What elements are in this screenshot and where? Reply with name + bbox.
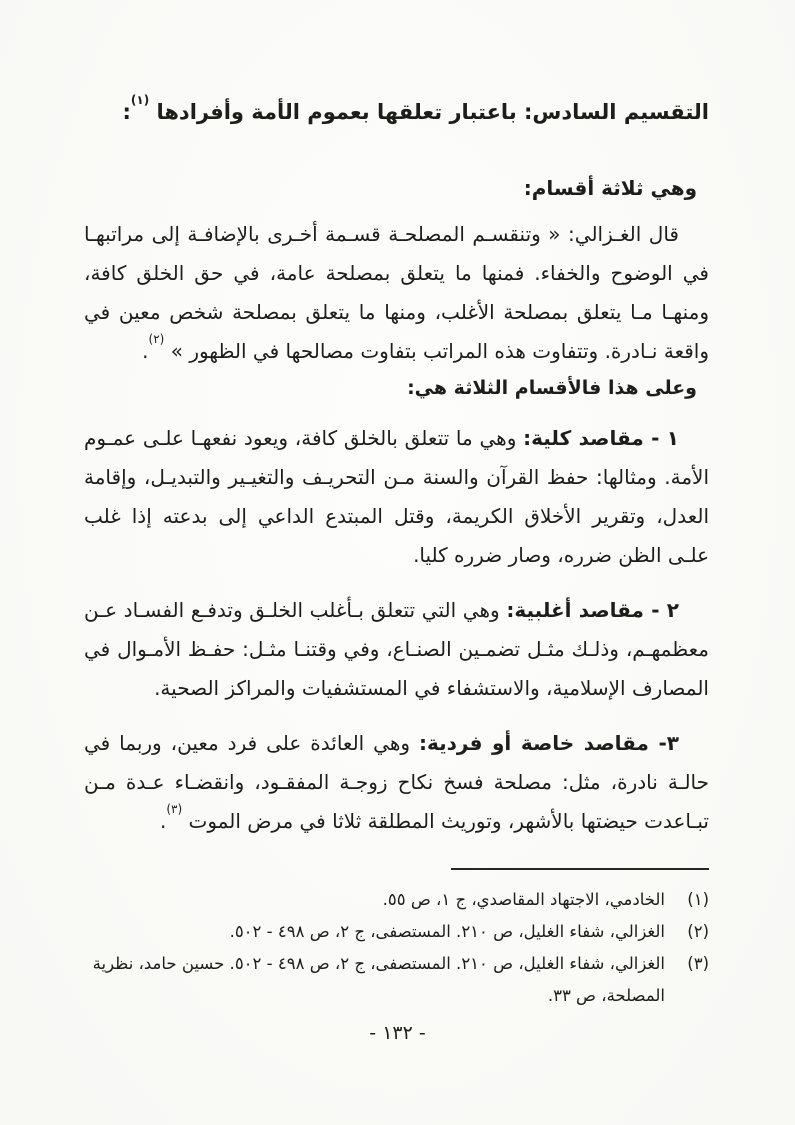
list-item-1 (84, 419, 709, 575)
ghazali-quote-paragraph (84, 215, 709, 371)
item-lead: ٣- مقاصد خاصة أو فردية: (419, 731, 680, 755)
list-item-3 (84, 724, 709, 841)
footnote-marker: (٢) (687, 922, 709, 941)
footnote-separator (451, 868, 709, 870)
footnote-text: الغزالي، شفاء الغليل، ص ٢١٠. المستصفى، ج ٢، ص ٤٩٨ - ٥٠٢. حسين حامد، نظرية المصلحة، ص ٣٣. (92, 954, 665, 1005)
section-title-text: التقسيم السادس: باعتبار تعلقها بعموم الأمة وأفرادها (156, 100, 709, 124)
page-number: - ١٣٢ - (369, 1022, 426, 1044)
quote-footnote-ref: (٢) (148, 332, 165, 347)
item-text: وهي العائدة على فرد معين، وربما في حالـة نادرة، مثل: مصلحة فسخ نكاح زوجـة المفقـود، وانقضـاء عـدة مـن تبـاعدت حيضتها بالأشهر، وتوريث المطلقة ثلاثا في مرض الموت (84, 731, 709, 833)
quote-terminal: . (142, 339, 149, 363)
item-terminal: . (159, 809, 167, 833)
section-title (84, 95, 709, 129)
footnote-1 (84, 884, 709, 916)
intro-heading: وهي ثلاثة أقسام: (523, 176, 697, 200)
list-item-2 (84, 591, 709, 708)
item-text: وهي التي تتعلق بـأغلب الخلـق وتدفـع الفسـاد عـن معظمهـم، وذلـك مثـل تضمـين الصنـاع، وفي وقتنـا مثـل: حفـظ الأمـوال في المصارف الإسلامية، والاستشفاء في المستشفيات والمراكز الصحية. (84, 598, 709, 700)
footnotes-section (84, 868, 709, 1012)
section-title-colon: : (122, 100, 131, 124)
item-lead: ١ - مقاصد كلية: (523, 426, 679, 450)
quote-text: قال الغـزالي: « وتنقسـم المصلحـة قسـمة أخـرى بالإضافـة إلى مراتبهـا في الوضوح والخفاء. فمنها ما يتعلق بمصلحة عامة، في حق الخلق كافة، ومنهـا مـا يتعلق بمصلحة الأغلب، ومنها ما يتعلق بمصلحة شخص معين في واقعة نـادرة. وتتفاوت هذه المراتب بتفاوت مصالحها في الظهور » (84, 222, 709, 363)
item-lead: ٢ - مقاصد أغلبية: (506, 598, 679, 622)
footnote-3 (84, 948, 709, 1012)
title-footnote-ref: (١) (130, 93, 150, 107)
item-footnote-ref: (٣) (166, 802, 183, 817)
footnote-marker: (٣) (687, 954, 709, 973)
footnote-2 (84, 916, 709, 948)
footnote-marker: (١) (687, 890, 709, 909)
list-heading: وعلى هذا فالأقسام الثلاثة هي: (407, 377, 697, 399)
item-text: وهي ما تتعلق بالخلق كافة، ويعود نفعهـا علـى عمـوم الأمة. ومثالها: حفظ القرآن والسنة مـن التحريـف والتغيـير والتبديـل، وإقامة العدل، وتقرير الأخلاق الكريمة، وقتل المبتدع الداعي إلى بدعته إذا غلب علـى الظن ضرره، وصار ضرره كليا. (84, 426, 709, 567)
footnote-text: الغزالي، شفاء الغليل، ص ٢١٠. المستصفى، ج ٢، ص ٤٩٨ - ٥٠٢. (229, 922, 665, 941)
footnote-text: الخادمي، الاجتهاد المقاصدي، ج ١، ص ٥٥. (382, 890, 665, 909)
